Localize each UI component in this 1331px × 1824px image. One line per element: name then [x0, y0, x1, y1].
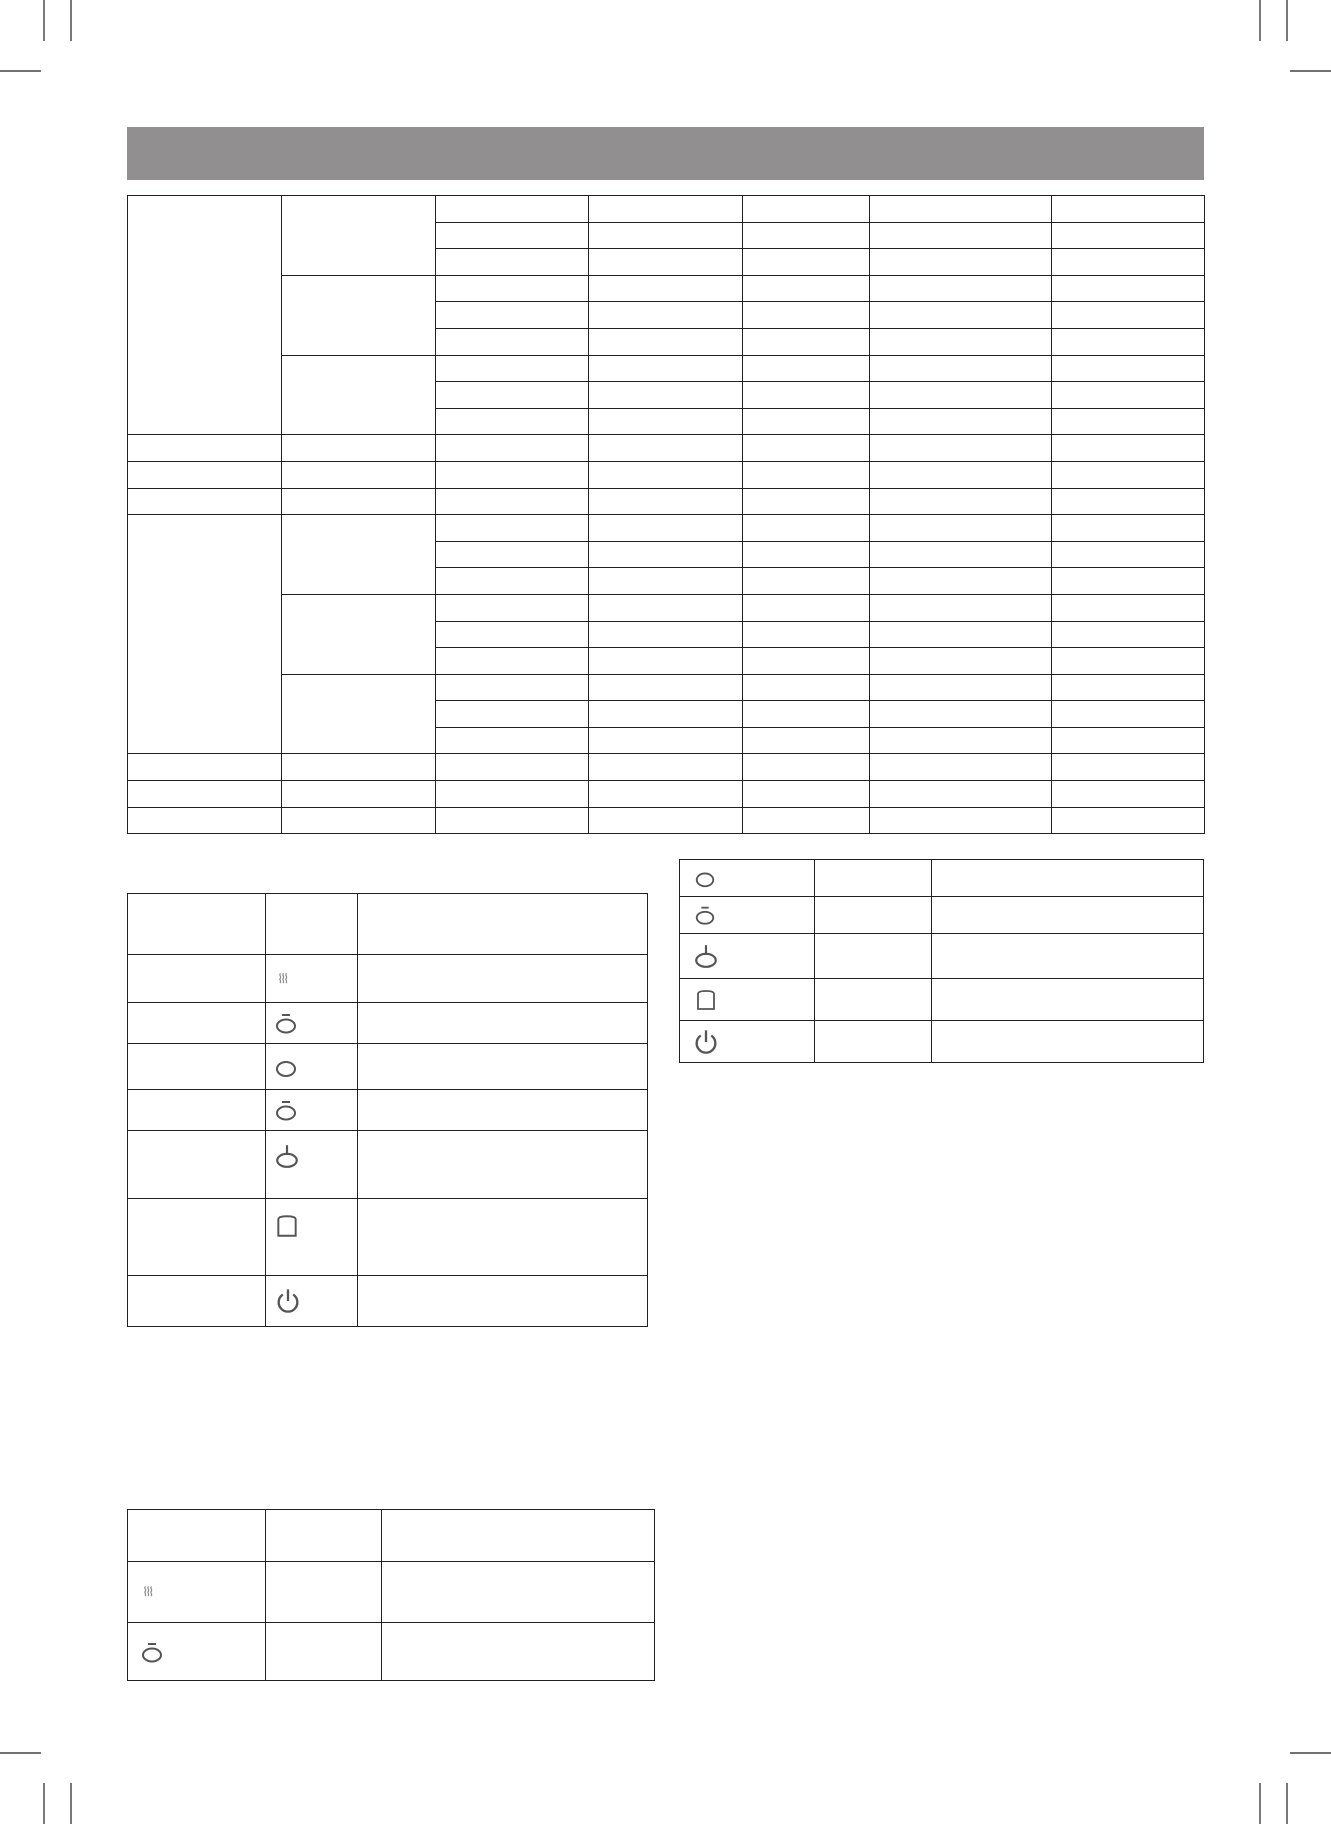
spec-cell [436, 781, 589, 808]
spec-cell [436, 275, 589, 302]
table-row [128, 275, 1205, 302]
table-row [680, 897, 1204, 934]
bottom-header-icon [128, 1510, 266, 1562]
spec-cell [870, 302, 1052, 329]
spec-cell [1052, 754, 1205, 781]
steam-icon [140, 1583, 158, 1601]
pot-lid-icon [274, 1098, 298, 1122]
spec-cell [743, 382, 870, 409]
table-row [128, 355, 1205, 382]
spec-cell [743, 488, 870, 515]
bottom-header-name [266, 1510, 382, 1562]
spec-cell [870, 541, 1052, 568]
spec-cell [1052, 727, 1205, 754]
spec-table [127, 195, 1205, 834]
spec-cell [589, 515, 743, 542]
spec-cell [743, 275, 870, 302]
spec-cell [870, 488, 1052, 515]
bread-icon [693, 988, 719, 1012]
spec-cell [436, 674, 589, 701]
spec-cell [743, 568, 870, 595]
spec-cell [589, 222, 743, 249]
spec-cell [870, 408, 1052, 435]
pot-icon [694, 867, 716, 889]
spec-cell [436, 249, 589, 276]
spec-cell [589, 648, 743, 675]
spec-cell [436, 648, 589, 675]
spec-cell [870, 222, 1052, 249]
spec-cell [436, 727, 589, 754]
spec-cell [1052, 196, 1205, 223]
spec-cell [1052, 328, 1205, 355]
steam-icon [275, 970, 293, 988]
mode-desc [358, 1131, 648, 1199]
spec-cell [589, 355, 743, 382]
spec-cell [589, 249, 743, 276]
spec-cell [436, 355, 589, 382]
right-name [815, 979, 932, 1021]
mode-name [128, 1044, 266, 1090]
table-row [680, 934, 1204, 979]
spec-cell [436, 488, 589, 515]
spec-cell [589, 568, 743, 595]
spec-cell [743, 302, 870, 329]
spec-cell [743, 435, 870, 462]
spec-group-cell [128, 461, 282, 488]
spec-cell [1052, 781, 1205, 808]
spec-group-cell [128, 781, 282, 808]
spec-cell [589, 408, 743, 435]
spec-cell [870, 249, 1052, 276]
spec-cell [743, 196, 870, 223]
pot-icon [274, 1055, 298, 1079]
spec-cell [870, 594, 1052, 621]
spec-cell [743, 408, 870, 435]
right-desc [932, 897, 1204, 934]
spec-cell [589, 727, 743, 754]
table-row [128, 1276, 648, 1327]
spec-subgroup-cell [282, 594, 436, 674]
spec-cell [743, 781, 870, 808]
spec-subgroup-cell [282, 674, 436, 754]
pot-probe-icon [274, 1141, 300, 1171]
spec-subgroup-cell [282, 515, 436, 595]
bread-icon [274, 1213, 300, 1239]
bottom-table [127, 1509, 655, 1681]
spec-cell [436, 701, 589, 728]
spec-cell [1052, 648, 1205, 675]
spec-cell [743, 648, 870, 675]
spec-cell [589, 807, 743, 834]
spec-cell [1052, 302, 1205, 329]
pot-lid-icon [694, 904, 716, 926]
spec-cell [1052, 435, 1205, 462]
table-row [128, 1199, 648, 1276]
table-row [680, 860, 1204, 897]
spec-cell [743, 621, 870, 648]
spec-cell [436, 196, 589, 223]
mode-desc [358, 1199, 648, 1276]
spec-cell [1052, 461, 1205, 488]
spec-cell [1052, 674, 1205, 701]
mode-header-name [128, 894, 266, 955]
spec-cell [743, 701, 870, 728]
bottom-name [266, 1623, 382, 1681]
table-row [680, 979, 1204, 1021]
spec-cell [870, 621, 1052, 648]
section-header-bar [127, 127, 1204, 180]
spec-cell [743, 727, 870, 754]
mode-table-header [128, 894, 648, 955]
mode-name [128, 1003, 266, 1044]
spec-cell [589, 196, 743, 223]
spec-cell [1052, 621, 1205, 648]
spec-cell [743, 674, 870, 701]
table-row [128, 488, 1205, 515]
mode-desc [358, 1090, 648, 1131]
mode-name [128, 1276, 266, 1327]
mode-desc [358, 1276, 648, 1327]
spec-cell [870, 648, 1052, 675]
spec-subgroup-cell [282, 435, 436, 462]
spec-cell [870, 435, 1052, 462]
table-row [128, 1131, 648, 1199]
spec-cell [589, 781, 743, 808]
spec-cell [589, 674, 743, 701]
mode-table [127, 893, 648, 1327]
mode-desc [358, 955, 648, 1003]
table-row [128, 515, 1205, 542]
pot-lid-icon [274, 1011, 298, 1035]
spec-cell [589, 488, 743, 515]
spec-subgroup-cell [282, 807, 436, 834]
spec-cell [589, 382, 743, 409]
spec-subgroup-cell [282, 355, 436, 435]
bottom-name [266, 1562, 382, 1623]
spec-cell [1052, 222, 1205, 249]
spec-cell [436, 302, 589, 329]
right-desc [932, 1021, 1204, 1063]
table-row [128, 1003, 648, 1044]
spec-subgroup-cell [282, 461, 436, 488]
table-row [128, 955, 648, 1003]
table-row [128, 1562, 655, 1623]
spec-group-cell [128, 807, 282, 834]
spec-cell [436, 515, 589, 542]
bottom-header-desc [382, 1510, 655, 1562]
spec-cell [436, 222, 589, 249]
spec-cell [743, 541, 870, 568]
right-desc [932, 934, 1204, 979]
spec-cell [870, 196, 1052, 223]
spec-cell [436, 408, 589, 435]
mode-name [128, 1131, 266, 1199]
table-row [128, 594, 1205, 621]
spec-cell [1052, 488, 1205, 515]
table-row [128, 196, 1205, 223]
spec-cell [1052, 382, 1205, 409]
spec-cell [870, 674, 1052, 701]
spec-subgroup-cell [282, 196, 436, 276]
table-row [128, 435, 1205, 462]
right-name [815, 860, 932, 897]
table-row [128, 1623, 655, 1681]
spec-cell [743, 461, 870, 488]
spec-cell [1052, 275, 1205, 302]
table-row [128, 807, 1205, 834]
spec-cell [1052, 515, 1205, 542]
spec-cell [870, 275, 1052, 302]
bottom-desc [382, 1623, 655, 1681]
spec-subgroup-cell [282, 781, 436, 808]
table-row [680, 1021, 1204, 1063]
spec-subgroup-cell [282, 275, 436, 355]
mode-desc [358, 1003, 648, 1044]
spec-cell [436, 541, 589, 568]
bottom-table-header [128, 1510, 655, 1562]
pot-lid-icon [140, 1640, 164, 1664]
spec-cell [589, 302, 743, 329]
spec-cell [589, 541, 743, 568]
spec-cell [1052, 355, 1205, 382]
table-row [128, 461, 1205, 488]
table-row [128, 1090, 648, 1131]
bottom-desc [382, 1562, 655, 1623]
spec-cell [743, 328, 870, 355]
right-desc [932, 979, 1204, 1021]
spec-cell [436, 435, 589, 462]
spec-cell [589, 461, 743, 488]
spec-cell [1052, 408, 1205, 435]
mode-name [128, 955, 266, 1003]
spec-cell [1052, 701, 1205, 728]
power-icon [274, 1287, 302, 1315]
spec-group-cell [128, 754, 282, 781]
spec-cell [870, 807, 1052, 834]
spec-group-cell [128, 515, 282, 754]
spec-cell [870, 568, 1052, 595]
table-row [128, 781, 1205, 808]
table-row [128, 1044, 648, 1090]
spec-group-cell [128, 435, 282, 462]
spec-subgroup-cell [282, 488, 436, 515]
spec-subgroup-cell [282, 754, 436, 781]
spec-cell [589, 435, 743, 462]
spec-cell [870, 515, 1052, 542]
spec-cell [743, 222, 870, 249]
right-name [815, 934, 932, 979]
spec-cell [589, 754, 743, 781]
spec-cell [870, 461, 1052, 488]
spec-cell [436, 807, 589, 834]
spec-cell [1052, 807, 1205, 834]
right-table [679, 859, 1204, 1063]
spec-cell [436, 621, 589, 648]
mode-header-icon [266, 894, 358, 955]
spec-cell [1052, 568, 1205, 595]
mode-name [128, 1199, 266, 1276]
spec-cell [870, 382, 1052, 409]
spec-cell [589, 275, 743, 302]
spec-cell [436, 568, 589, 595]
spec-cell [743, 594, 870, 621]
spec-cell [1052, 594, 1205, 621]
mode-name [128, 1090, 266, 1131]
table-row [128, 754, 1205, 781]
spec-cell [870, 701, 1052, 728]
mode-header-desc [358, 894, 648, 955]
spec-cell [743, 515, 870, 542]
spec-cell [870, 781, 1052, 808]
spec-cell [870, 727, 1052, 754]
spec-cell [436, 382, 589, 409]
pot-probe-icon [693, 941, 719, 971]
spec-cell [589, 621, 743, 648]
spec-cell [589, 328, 743, 355]
spec-cell [436, 461, 589, 488]
right-name [815, 897, 932, 934]
power-icon [692, 1028, 720, 1056]
spec-group-cell [128, 196, 282, 435]
spec-cell [743, 807, 870, 834]
spec-cell [870, 754, 1052, 781]
spec-cell [870, 355, 1052, 382]
spec-cell [743, 355, 870, 382]
spec-cell [870, 328, 1052, 355]
spec-group-cell [128, 488, 282, 515]
spec-cell [1052, 249, 1205, 276]
table-row [128, 674, 1205, 701]
spec-cell [1052, 541, 1205, 568]
spec-cell [743, 754, 870, 781]
right-desc [932, 860, 1204, 897]
spec-cell [589, 701, 743, 728]
spec-cell [436, 328, 589, 355]
spec-cell [743, 249, 870, 276]
spec-cell [589, 594, 743, 621]
spec-cell [436, 594, 589, 621]
spec-cell [436, 754, 589, 781]
mode-desc [358, 1044, 648, 1090]
right-name [815, 1021, 932, 1063]
